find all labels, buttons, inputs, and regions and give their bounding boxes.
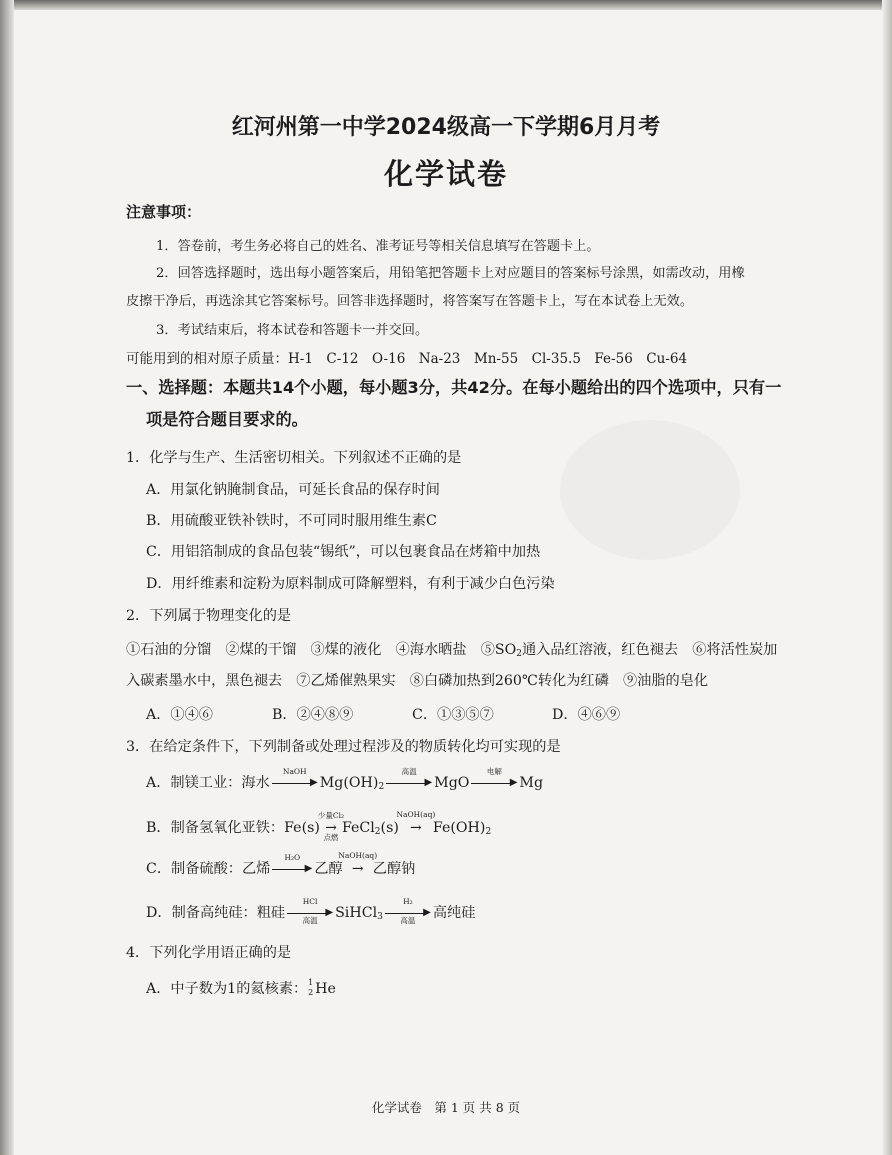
notice-item-2-cont: 皮擦干净后，再选涂其它答案标号。回答非选择题时，将答案写在答题卡上，写在本试卷上无效。 xyxy=(126,294,694,309)
q4-stem: 4．下列化学用语正确的是 xyxy=(126,945,292,961)
scan-edge-top xyxy=(0,0,892,10)
q2-so2-subscript: 2 xyxy=(516,649,522,659)
q3-a-mid1: Mg(OH) xyxy=(319,775,379,791)
q4-a-atomic-number: 2 xyxy=(308,988,314,997)
q3-b-mid1-tail: (s) xyxy=(380,820,399,836)
q3-b-mid1-sub: 2 xyxy=(374,827,381,837)
q3-c-arrow-1-condition: H₂O xyxy=(284,853,301,862)
q3-c-arrow-1: H₂O ▶ xyxy=(272,861,312,873)
scan-smudge xyxy=(560,420,740,560)
q3-option-a xyxy=(146,767,544,792)
q4-option-a xyxy=(146,978,336,998)
q3-d-mid1: SiHCl xyxy=(335,905,378,921)
q4-a-mass-number: 1 xyxy=(308,978,314,987)
q3-a-end: Mg xyxy=(519,775,544,791)
q2-option-a: A．①④⑥ xyxy=(146,707,213,723)
q3-a-mid1-sub: 2 xyxy=(378,782,385,792)
section-heading-line1: 一、选择题：本题共14个小题，每小题3分，共42分。在每小题给出的四个选项中，只有一 xyxy=(126,378,782,397)
q3-b-arrow-1-condition: 少量Cl₂ xyxy=(317,811,345,820)
page-footer: 化学试卷 第 1 页 共 8 页 xyxy=(371,1100,521,1115)
q3-stem: 3．在给定条件下，下列制备或处理过程涉及的物质转化均可实现的是 xyxy=(126,739,561,755)
q1-option-b: B．用硫酸亚铁补铁时，不可同时服用维生素C xyxy=(146,513,437,529)
q2-option-d: D．④⑥⑨ xyxy=(552,707,621,723)
q3-d-arrow-1: HCl ▶ 高温 xyxy=(287,905,333,917)
q3-option-b xyxy=(146,810,492,842)
q3-d-arrow-1-condition: HCl xyxy=(302,897,318,906)
q1-stem: 1．化学与生产、生活密切相关。下列叙述不正确的是 xyxy=(126,450,462,466)
atomic-masses: 可能用到的相对原子质量：H-1 C-12 O-16 Na-23 Mn-55 Cl-35.5 Fe-56 Cu-64 xyxy=(126,351,688,367)
q3-d-arrow-2-subcondition: 高温 xyxy=(400,916,416,925)
notice-item-2: 2．回答选择题时，选出每小题答案后，用铅笔把答题卡上对应题目的答案标号涂黑，如需改动，用橡 xyxy=(156,266,745,281)
q3-d-label: D．制备高纯硅：粗硅 xyxy=(146,905,286,921)
q2-option-c: C．①③⑤⑦ xyxy=(412,707,494,723)
q2-items-line1 xyxy=(126,639,777,659)
q2-stem: 2．下列属于物理变化的是 xyxy=(126,608,292,624)
q3-b-mid1: FeCl xyxy=(341,820,375,836)
q3-a-arrow-2-condition: 高温 xyxy=(401,767,417,776)
q3-c-arrow-2-condition: NaOH(aq) xyxy=(338,851,378,860)
q3-d-mid1-sub: 3 xyxy=(377,912,383,922)
q3-option-c xyxy=(146,851,416,878)
q3-a-arrow-1-condition: NaOH xyxy=(282,767,307,776)
q4-a-nuclide-numbers xyxy=(307,978,315,997)
q3-d-arrow-1-subcondition: 高温 xyxy=(302,916,318,925)
q3-a-mid2: MgO xyxy=(434,775,470,791)
q3-option-d xyxy=(146,897,476,925)
q3-b-arrow-1-subcondition: 点燃 xyxy=(323,833,339,842)
q3-a-label: A．制镁工业：海水 xyxy=(146,775,270,791)
q3-d-arrow-2-condition: H₂ xyxy=(403,897,413,906)
q3-b-arrow-2: NaOH(aq) → xyxy=(396,810,436,836)
exam-title: 红河州第一中学2024级高一下学期6月月考 xyxy=(231,115,661,140)
q3-c-label: C．制备硫酸：乙烯 xyxy=(146,861,271,877)
q3-c-end: 乙醇钠 xyxy=(372,861,416,877)
q3-a-arrow-3-condition: 电解 xyxy=(486,767,502,776)
notice-heading: 注意事项： xyxy=(126,203,202,221)
subject-title: 化学试卷 xyxy=(383,157,508,191)
q3-d-end: 高纯硅 xyxy=(432,905,476,921)
q3-b-arrow-1: 少量Cl₂ → 点燃 xyxy=(322,820,340,832)
q1-option-d: D．用纤维素和淀粉为原料制成可降解塑料，有利于减少白色污染 xyxy=(146,576,555,592)
q3-c-arrow-2: NaOH(aq) → xyxy=(338,851,378,877)
q3-b-end-sub: 2 xyxy=(485,827,492,837)
q3-b-end: Fe(OH) xyxy=(432,820,486,836)
q2-option-b: B．②④⑧⑨ xyxy=(272,707,354,723)
q4-a-label: A．中子数为1的氦核素： xyxy=(146,981,308,997)
q4-a-symbol: He xyxy=(315,981,336,997)
q1-option-c: C．用铝箔制成的食品包装“锡纸”，可以包裹食品在烤箱中加热 xyxy=(146,544,541,560)
q3-c-mid1: 乙醇 xyxy=(314,861,343,877)
section-heading-line2: 项是符合题目要求的。 xyxy=(146,410,308,429)
q3-b-label: B．制备氢氧化亚铁：Fe(s) xyxy=(146,820,320,836)
q3-a-arrow-1: NaOH ▶ xyxy=(272,775,318,787)
q3-d-arrow-2: H₂ ▶ 高温 xyxy=(385,905,431,917)
q2-items-line1-b: 通入品红溶液，红色褪去 ⑥将活性炭加 xyxy=(521,642,778,658)
q3-a-arrow-3: 电解 ▶ xyxy=(471,775,517,787)
q2-items-line2: 入碳素墨水中，黑色褪去 ⑦乙烯催熟果实 ⑧白磷加热到260℃转化为红磷 ⑨油脂的皂化 xyxy=(126,673,709,689)
q2-items-line1-a: ①石油的分馏 ②煤的干馏 ③煤的液化 ④海水晒盐 ⑤SO xyxy=(126,642,517,658)
q3-b-arrow-2-condition: NaOH(aq) xyxy=(396,810,436,819)
q1-option-a: A．用氯化钠腌制食品，可延长食品的保存时间 xyxy=(146,482,440,498)
q3-a-arrow-2: 高温 ▶ xyxy=(386,775,432,787)
notice-item-1: 1．答卷前，考生务必将自己的姓名、准考证号等相关信息填写在答题卡上。 xyxy=(156,239,600,254)
notice-item-3: 3．考试结束后，将本试卷和答题卡一并交回。 xyxy=(156,323,429,338)
